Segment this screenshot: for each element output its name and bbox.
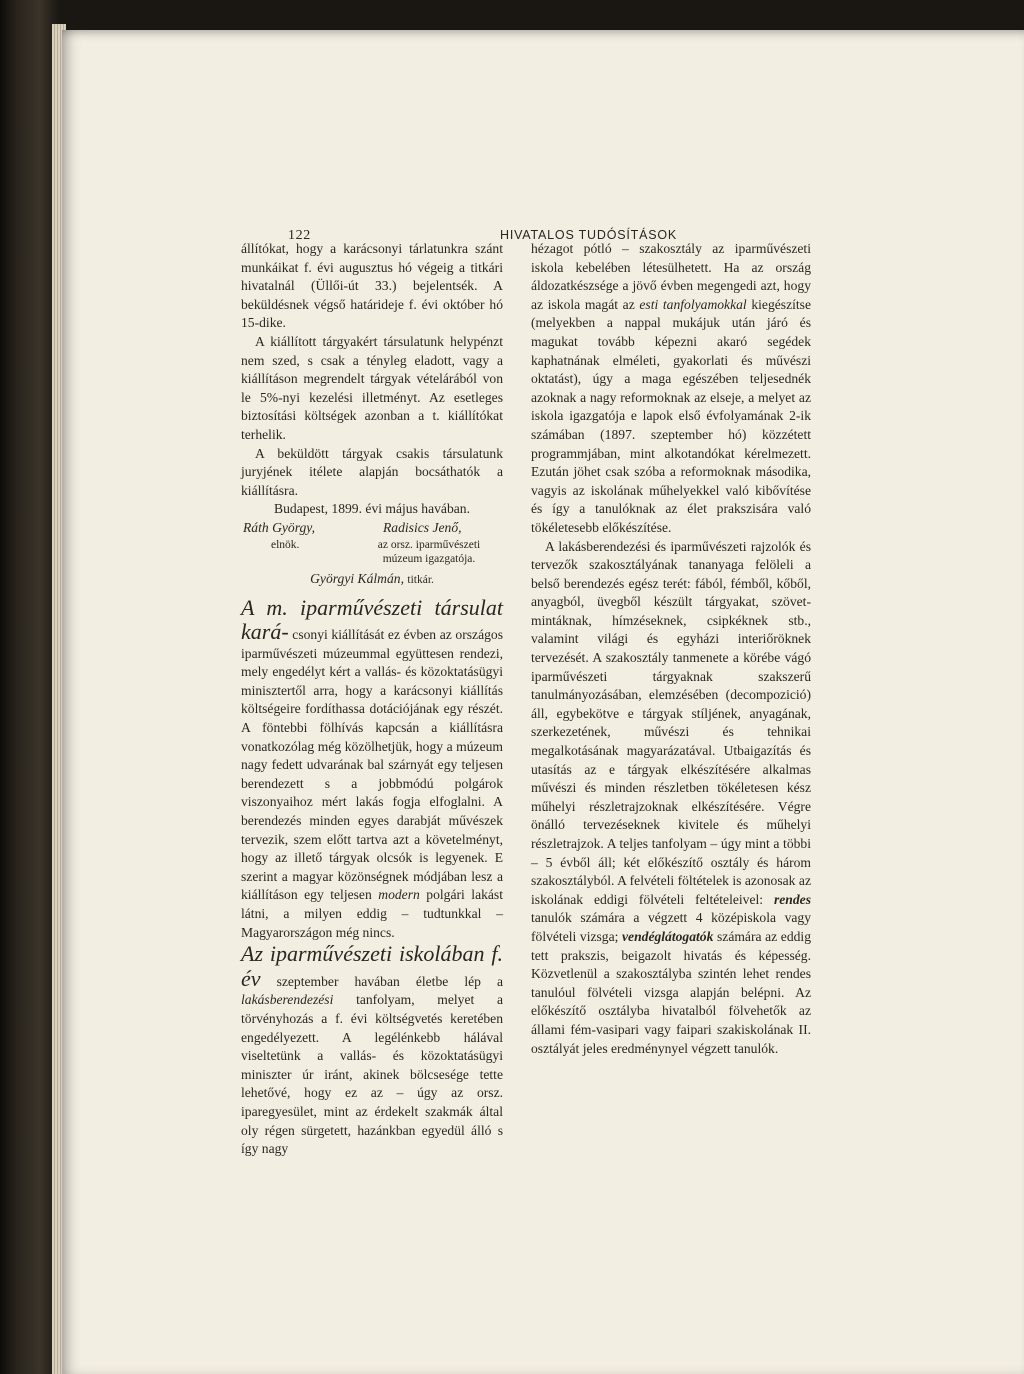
paragraph: állítókat, hogy a karácsonyi tárlatunkra szánt munkáikat f. évi augusztus hó végeig a titkári hivatalnál (Üllői-út 33.) bejelentsék. A beküldésnek végső határideje f. évi október hó 15-dike. bbox=[241, 241, 503, 331]
emphasis-esti: esti tanfolyamokkal bbox=[639, 296, 747, 312]
signature-roles bbox=[241, 538, 503, 570]
paragraph bbox=[531, 240, 811, 538]
paragraph: A beküldött tárgyak csakis társulatunk juryjének itélete alapján bocsáthatók a kiállításra. bbox=[241, 445, 503, 498]
text-run: tanulók számára a végzett 4 középiskola vagy fölvételi vizsga; bbox=[531, 910, 811, 944]
signature-gyorgyi: Györgyi Kálmán, bbox=[310, 570, 404, 586]
signature-rath: Ráth György, bbox=[243, 519, 315, 535]
signature-radisics: Radisics Jenő, bbox=[383, 519, 462, 535]
signature-secretary bbox=[241, 570, 503, 590]
section-karacsonyi bbox=[241, 596, 503, 943]
right-column bbox=[531, 240, 811, 1058]
section-heading: Az iparművészeti iskolában f. év bbox=[241, 941, 503, 991]
signature-names bbox=[241, 519, 503, 538]
section-text: szeptember havában életbe lép a bbox=[276, 973, 503, 989]
section-text-end: polgári lakást látni, a milyen eddig – tudtunkkal – Magyarországon még nincs. bbox=[241, 887, 503, 940]
text-run: kiegészítse (melyekben a nappal mukájuk után járó és magukat tovább képezni akaró segédek kaphatnának elméleti, gyakorlati és művészi oktatást), úgy a maga egészében teljesednék azoknak a nagy reformoknak az elseje, a melyet az iskola igazgatója e lapok első évfolyamának 2-ik számában (1897. szeptember hó) közzétett programmjában, mint alkotandókat kérelmezett. Ezután jöhet csak szóba a reformoknak másodika, vagyis az iskolának műhelyekkel való kibővítése és így a tanulóknak az élet prakszisára való tökéletesebb előkészítése. bbox=[531, 296, 811, 535]
section-heading: A m. iparművészeti társulat kará- bbox=[241, 594, 503, 645]
text-run: A lakásberendezési és iparművészeti rajzolók és tervezők szakosztályának tananyaga felöleli a belső berendezés egész terét: fából, fémből, kőből, anyagból, üvegből készült tárgyakat, szövet-mintáknak, hímzéseknek, csipkéknek stb., valamint világi és egyházi interiőröknek tervezését. A szakosztály tanmenete a körébe vágó iparművészeti tárgyaknak szakszerű tanulmányozásában, elemzésében (decompozició) áll, egybekötve e tárgyak stíljének, anyagának, szerkezetének, művészi és tehnikai megalkotásának magyarázatával. Utbaigazítás és utasítás az e tárgyak elkészítésére alkalmas művészi és minden részletben tökéletesen kész műhelyi részletrajzoknak elkészítésére. Végre önálló tervezéseknek kivitele és műhelyi részletrajzok. A teljes tanfolyam – úgy mint a többi – 5 évből áll; két előkészítő osztály és három szakosztályból. A felvételi föltételek is azonosak az iskolának eddigi fölvételi feltételeivel: bbox=[531, 538, 811, 907]
date-line: Budapest, 1899. évi május havában. bbox=[274, 501, 470, 517]
paragraph bbox=[531, 538, 811, 1059]
role-igazgato: az orsz. iparművészeti múzeum igazgatója. bbox=[377, 538, 481, 565]
role-titkar: titkár. bbox=[407, 573, 434, 586]
emphasis-rendes: rendes bbox=[773, 891, 811, 907]
section-text-b: tanfolyam, melyet a törvényhozás a f. évi költségvetés keretében engedélyezett. A legélénkebb hálával viseltetünk a vallás- és közoktatásügyi miniszter úr iránt, akinek bölcsesége tette lehetővé, hogy ez az – úgy az orsz. iparegyesület, mint az érdekelt szakmák által oly régen sürgetett, hazánkban egyedül álló s így nagy bbox=[241, 992, 503, 1157]
emphasis-modern: modern bbox=[378, 887, 420, 903]
page-number: 122 bbox=[288, 228, 311, 243]
running-head: HIVATALOS TUDÓSÍTÁSOK bbox=[500, 228, 678, 242]
paragraph: A kiállított tárgyakért társulatunk helypénzt nem szed, s csak a tényleg eladott, vagy a kiállításon megrendelt tárgyak vételárából von le 5%-nyi kezelési illetményt. Az esetleges biztosítási költségek azonban a t. kiállítókat terhelik. bbox=[241, 333, 503, 442]
emphasis-vendeg: vendéglátogatók bbox=[622, 928, 714, 944]
section-iskola bbox=[241, 942, 503, 1159]
text-run: számára az eddig tett prakszis, beigazolt hivatás és képesség. Közvetlenül a szakosztályba szintén lehet rendes tanulóul fölvételi vizsga alapján belépni. Az előkészítő osztályba hivatalból fölvehetők az állami fém-vasipari vagy faipari szakiskolának II. osztályát jeles eredménynyel végzett tanulók. bbox=[531, 928, 811, 1056]
role-elnok: elnök. bbox=[271, 538, 300, 551]
left-column bbox=[241, 240, 503, 1159]
text-run: hézagot pótló – szakosztály az iparművészeti iskola kebelében létesülhetett. Ha az ország áldozatkészsége a jövő évben megengedi azt, hogy az iskola magát az bbox=[531, 241, 811, 312]
section-text: csonyi kiállítását ez évben az országos iparművészeti múzeummal együttesen rendezi, mely engedélyt kért a vallás- és közoktatásügyi minisztertől arra, hogy a karácsonyi kiállítás költségeire fordíthassa dotációjának egy részét. A föntebbi fölhívás kapcsán a kiállításra vonatkozólag még közölhetjük, hogy a múzeum nagy fedett udvarának bal szárnyát egy teljesen berendezett s a jobbmódú polgárok viszonyaihoz mért lakás fogja elfoglalni. A berendezés minden egyes darabját művészek tervezik, szem előtt tartva azt a követelményt, hogy az illető tárgyak olcsók is legyenek. E szerint a magyar közönségnek módjában lesz a kiállításon egy teljesen bbox=[241, 627, 503, 903]
emphasis-lakas: lakásberendezési bbox=[241, 992, 334, 1008]
